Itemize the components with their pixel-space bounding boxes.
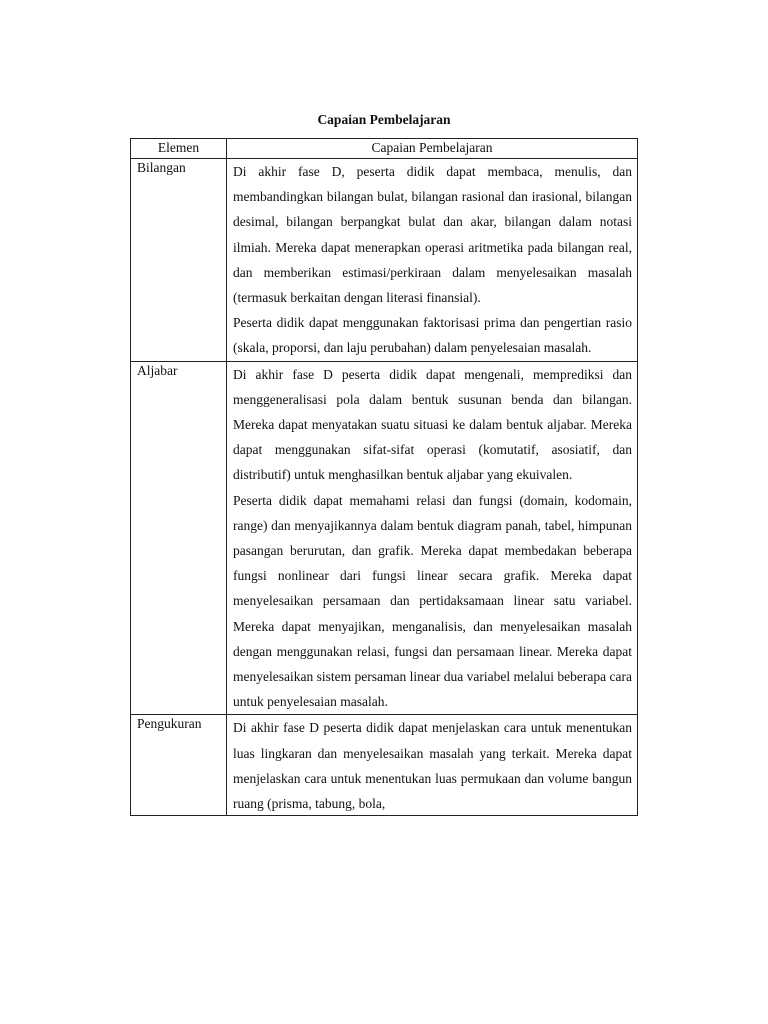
page-cutoff-clip	[233, 715, 632, 815]
description-paragraph: Di akhir fase D peserta didik dapat menjelaskan cara untuk menentukan luas lingkaran dan menyelesaikan masalah yang terkait. Mereka dapat menjelaskan cara untuk menentukan luas permukaan dan volume bangun ruang (prisma, tabung, bola,	[233, 720, 632, 812]
description-cell	[227, 715, 638, 816]
description-paragraph: Peserta didik dapat memahami relasi dan fungsi (domain, kodomain, range) dan menyajikannya dalam bentuk diagram panah, tabel, himpunan pasangan berurutan, dan grafik. Mereka dapat membedakan beberapa fungsi nonlinear dari fungsi linear secara grafik. Mereka dapat menyelesaikan persamaan dan pertidaksamaan linear satu variabel. Mereka dapat menyajikan, menganalisis, dan menyelesaikan masalah dengan menggunakan relasi, fungsi dan persamaan linear. Mereka dapat menyelesaikan sistem persaman linear dua variabel melalui beberapa cara untuk penyelesaian masalah.	[233, 492, 632, 710]
table-row-pengukuran	[131, 715, 638, 816]
header-learning-outcome: Capaian Pembelajaran	[227, 139, 638, 159]
description-paragraph: Peserta didik dapat menggunakan faktorisasi prima dan pengertian rasio (skala, proporsi, dan laju perubahan) dalam penyelesaian masalah.	[233, 315, 632, 356]
learning-outcomes-table	[130, 138, 638, 816]
table-row-bilangan	[131, 159, 638, 362]
table-row-aljabar	[131, 361, 638, 715]
element-cell: Pengukuran	[131, 715, 227, 816]
element-cell: Aljabar	[131, 361, 227, 715]
description-paragraph: Di akhir fase D, peserta didik dapat membaca, menulis, dan membandingkan bilangan bulat, bilangan rasional dan irasional, bilangan desimal, bilangan berpangkat bulat dan akar, bilangan dalam notasi ilmiah. Mereka dapat menerapkan operasi aritmetika pada bilangan real, dan memberikan estimasi/perkiraan dalam menyelesaikan masalah (termasuk berkaitan dengan literasi finansial).	[233, 164, 632, 306]
description-paragraph: Di akhir fase D peserta didik dapat mengenali, memprediksi dan menggeneralisasi pola dalam bentuk susunan benda dan bilangan. Mereka dapat menyatakan suatu situasi ke dalam bentuk aljabar. Mereka dapat menggunakan sifat-sifat operasi (komutatif, asosiatif, dan distributif) untuk menghasilkan bentuk aljabar yang ekuivalen.	[233, 366, 632, 483]
header-element: Elemen	[131, 139, 227, 159]
description-cell	[227, 361, 638, 715]
description-cell	[227, 159, 638, 362]
document-title: Capaian Pembelajaran	[317, 112, 451, 127]
table-header-row	[131, 139, 638, 159]
element-cell: Bilangan	[131, 159, 227, 362]
